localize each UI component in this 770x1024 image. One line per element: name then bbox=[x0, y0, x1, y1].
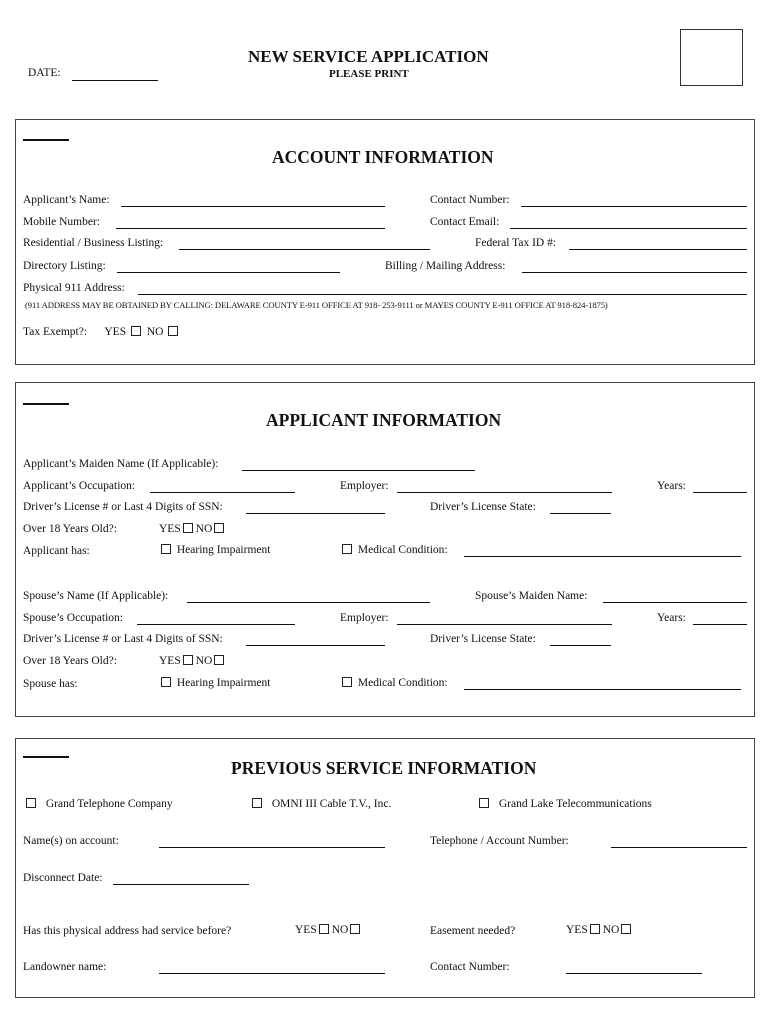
spouse-over18-no-label: NO bbox=[195, 655, 213, 667]
names-on-account-field[interactable] bbox=[159, 847, 385, 848]
had-service-no-checkbox[interactable] bbox=[350, 924, 360, 934]
listing-field[interactable] bbox=[179, 249, 430, 250]
spouse-license-state-label: Driver’s License State: bbox=[430, 633, 536, 645]
applicant-heading: APPLICANT INFORMATION bbox=[266, 410, 502, 430]
federal-tax-id-field[interactable] bbox=[569, 249, 747, 250]
account-number-field[interactable] bbox=[611, 847, 747, 848]
spouse-medical-checkbox[interactable] bbox=[342, 677, 352, 687]
contact-number-field[interactable] bbox=[521, 206, 747, 207]
section-mark bbox=[23, 139, 69, 141]
company2-label: OMNI III Cable T.V., Inc. bbox=[271, 798, 392, 810]
company1-checkbox[interactable] bbox=[26, 798, 36, 808]
had-service-options bbox=[295, 924, 363, 936]
landowner-contact-label: Contact Number: bbox=[430, 961, 510, 973]
spouse-license-field[interactable] bbox=[246, 645, 385, 646]
company2-option bbox=[250, 798, 391, 810]
company2-checkbox[interactable] bbox=[252, 798, 262, 808]
applicant-name-field[interactable] bbox=[121, 206, 385, 207]
office-use-box bbox=[680, 29, 743, 86]
medical-checkbox[interactable] bbox=[342, 544, 352, 554]
spouse-maiden-field[interactable] bbox=[603, 602, 747, 603]
had-service-yes-label: YES bbox=[295, 924, 317, 936]
over18-yes-checkbox[interactable] bbox=[183, 523, 193, 533]
landowner-field[interactable] bbox=[159, 973, 385, 974]
tax-exempt-yes-checkbox[interactable] bbox=[131, 326, 141, 336]
over18-yes-label: YES bbox=[159, 523, 181, 535]
occupation-field[interactable] bbox=[150, 492, 295, 493]
easement-yes-label: YES bbox=[566, 924, 588, 936]
spouse-over18-yes-label: YES bbox=[159, 655, 181, 667]
names-on-account-label: Name(s) on account: bbox=[23, 835, 119, 847]
spouse-years-field[interactable] bbox=[693, 624, 747, 625]
years-field[interactable] bbox=[693, 492, 747, 493]
tax-exempt-no-label: NO bbox=[146, 326, 164, 338]
spouse-medical-field[interactable] bbox=[464, 689, 741, 690]
page-subtitle: PLEASE PRINT bbox=[329, 68, 409, 80]
tax-exempt-yes-label: YES bbox=[104, 326, 127, 338]
section-mark bbox=[23, 403, 69, 405]
had-service-label: Has this physical address had service before? bbox=[23, 925, 232, 937]
occupation-label: Applicant’s Occupation: bbox=[23, 480, 136, 492]
license-label: Driver’s License # or Last 4 Digits of SSN: bbox=[23, 501, 223, 513]
spouse-over18-options bbox=[159, 655, 227, 667]
applicant-has-label: Applicant has: bbox=[23, 545, 90, 557]
license-field[interactable] bbox=[246, 513, 385, 514]
tax-exempt-label: Tax Exempt?: bbox=[23, 326, 88, 338]
account-heading: ACCOUNT INFORMATION bbox=[272, 147, 494, 167]
applicant-name-label: Applicant’s Name: bbox=[23, 194, 110, 206]
over18-no-label: NO bbox=[195, 523, 213, 535]
spouse-employer-label: Employer: bbox=[340, 612, 389, 624]
spouse-years-label: Years: bbox=[657, 612, 686, 624]
account-information-section bbox=[15, 119, 755, 365]
spouse-over18-yes-checkbox[interactable] bbox=[183, 655, 193, 665]
listing-label: Residential / Business Listing: bbox=[23, 237, 164, 249]
spouse-hearing-checkbox[interactable] bbox=[161, 677, 171, 687]
spouse-license-label: Driver’s License # or Last 4 Digits of SSN: bbox=[23, 633, 223, 645]
tax-exempt-row bbox=[23, 326, 181, 338]
easement-label: Easement needed? bbox=[430, 925, 516, 937]
easement-options bbox=[566, 924, 634, 936]
easement-no-label: NO bbox=[602, 924, 620, 936]
company3-checkbox[interactable] bbox=[479, 798, 489, 808]
applicant-information-section bbox=[15, 382, 755, 717]
spouse-license-state-field[interactable] bbox=[550, 645, 611, 646]
easement-no-checkbox[interactable] bbox=[621, 924, 631, 934]
hearing-label: Hearing Impairment bbox=[176, 544, 271, 556]
previous-heading: PREVIOUS SERVICE INFORMATION bbox=[231, 758, 537, 778]
spouse-name-label: Spouse’s Name (If Applicable): bbox=[23, 590, 169, 602]
landowner-contact-field[interactable] bbox=[566, 973, 702, 974]
spouse-occupation-label: Spouse’s Occupation: bbox=[23, 612, 123, 624]
had-service-yes-checkbox[interactable] bbox=[319, 924, 329, 934]
hearing-checkbox[interactable] bbox=[161, 544, 171, 554]
medical-option bbox=[340, 544, 448, 556]
federal-tax-id-label: Federal Tax ID #: bbox=[475, 237, 557, 249]
maiden-name-field[interactable] bbox=[242, 470, 475, 471]
had-service-no-label: NO bbox=[331, 924, 349, 936]
date-label: DATE: bbox=[28, 67, 61, 79]
contact-number-label: Contact Number: bbox=[430, 194, 510, 206]
easement-yes-checkbox[interactable] bbox=[590, 924, 600, 934]
employer-field[interactable] bbox=[397, 492, 612, 493]
company1-label: Grand Telephone Company bbox=[45, 798, 173, 810]
medical-label: Medical Condition: bbox=[357, 544, 448, 556]
landowner-label: Landowner name: bbox=[23, 961, 107, 973]
over18-label: Over 18 Years Old?: bbox=[23, 523, 117, 535]
address-note: (911 ADDRESS MAY BE OBTAINED BY CALLING: DELAWARE COUNTY E-911 OFFICE AT 918- 253-9111 or MAYES COUNTY E-911 OFFICE AT 918-824-1875) bbox=[25, 300, 608, 310]
disconnect-date-field[interactable] bbox=[113, 884, 249, 885]
spouse-over18-label: Over 18 Years Old?: bbox=[23, 655, 117, 667]
section-mark bbox=[23, 756, 69, 758]
contact-email-field[interactable] bbox=[510, 228, 747, 229]
years-label: Years: bbox=[657, 480, 686, 492]
spouse-medical-option bbox=[340, 677, 448, 689]
tax-exempt-no-checkbox[interactable] bbox=[168, 326, 178, 336]
page-title: NEW SERVICE APPLICATION bbox=[248, 47, 489, 66]
mobile-number-field[interactable] bbox=[116, 228, 385, 229]
license-state-field[interactable] bbox=[550, 513, 611, 514]
billing-address-field[interactable] bbox=[522, 272, 747, 273]
physical-address-label: Physical 911 Address: bbox=[23, 282, 125, 294]
spouse-name-field[interactable] bbox=[187, 602, 430, 603]
maiden-name-label: Applicant’s Maiden Name (If Applicable): bbox=[23, 458, 219, 470]
license-state-label: Driver’s License State: bbox=[430, 501, 536, 513]
company3-option bbox=[477, 798, 652, 810]
spouse-over18-no-checkbox[interactable] bbox=[214, 655, 224, 665]
spouse-has-label: Spouse has: bbox=[23, 678, 78, 690]
physical-address-field[interactable] bbox=[138, 294, 747, 295]
disconnect-date-label: Disconnect Date: bbox=[23, 872, 103, 884]
company1-option bbox=[24, 798, 173, 810]
spouse-employer-field[interactable] bbox=[397, 624, 612, 625]
employer-label: Employer: bbox=[340, 480, 389, 492]
company3-label: Grand Lake Telecommunications bbox=[498, 798, 652, 810]
spouse-occupation-field[interactable] bbox=[137, 624, 295, 625]
directory-listing-label: Directory Listing: bbox=[23, 260, 106, 272]
contact-email-label: Contact Email: bbox=[430, 216, 500, 228]
directory-listing-field[interactable] bbox=[117, 272, 340, 273]
date-field[interactable] bbox=[72, 80, 158, 81]
spouse-hearing-label: Hearing Impairment bbox=[176, 677, 271, 689]
account-number-label: Telephone / Account Number: bbox=[430, 835, 569, 847]
over18-options bbox=[159, 523, 227, 535]
billing-address-label: Billing / Mailing Address: bbox=[385, 260, 506, 272]
medical-field[interactable] bbox=[464, 556, 741, 557]
spouse-hearing-option bbox=[159, 677, 270, 689]
hearing-option bbox=[159, 544, 270, 556]
previous-service-section bbox=[15, 738, 755, 998]
spouse-maiden-label: Spouse’s Maiden Name: bbox=[475, 590, 588, 602]
mobile-number-label: Mobile Number: bbox=[23, 216, 100, 228]
over18-no-checkbox[interactable] bbox=[214, 523, 224, 533]
spouse-medical-label: Medical Condition: bbox=[357, 677, 448, 689]
